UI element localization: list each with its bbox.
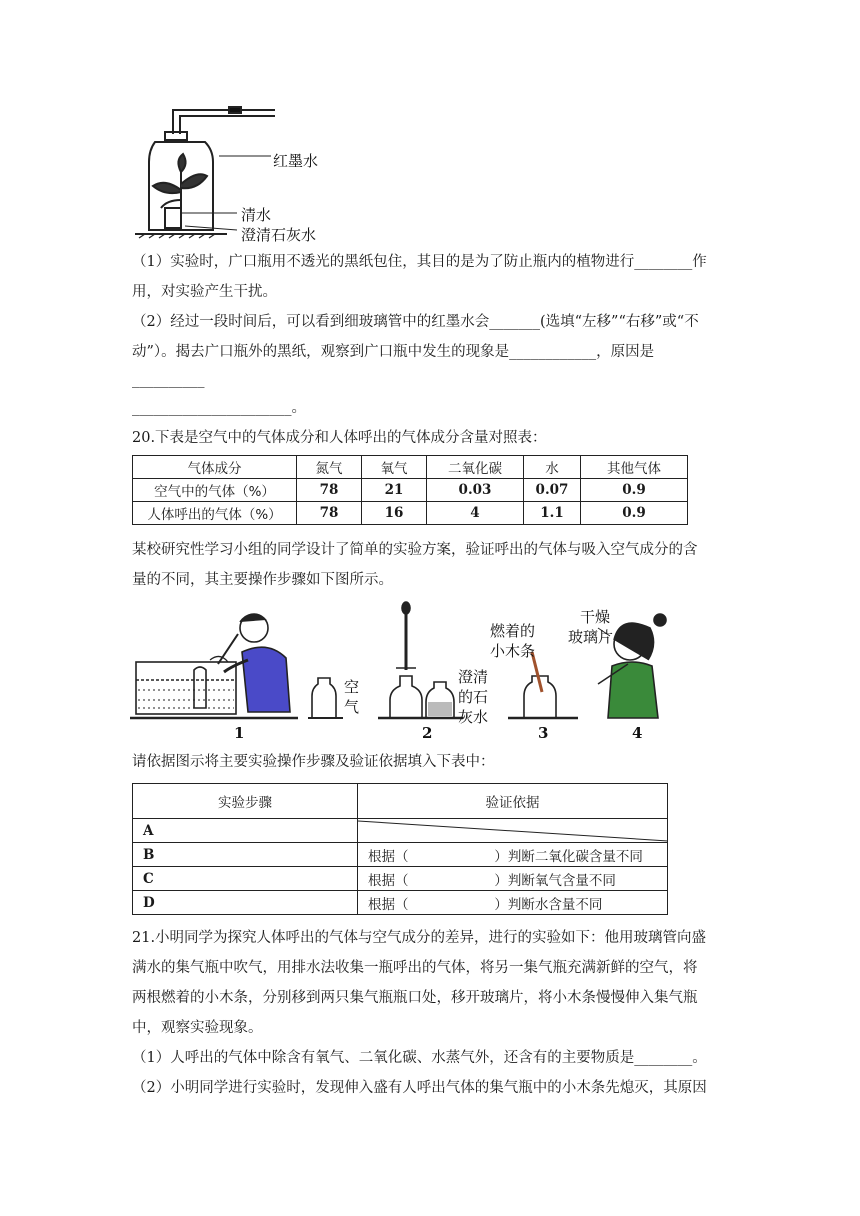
label-water: 清水 xyxy=(241,206,272,224)
step-number-2: 2 xyxy=(422,724,433,742)
basis-cell: 根据（ ）判断氧气含量不同 xyxy=(358,867,668,891)
q19-part2-line2: 动”）。揭去广口瓶外的黑纸，观察到广口瓶中发生的现象是____________，原因是 xyxy=(132,344,655,360)
table-cell: 空气中的气体（%） xyxy=(133,479,297,502)
table-cell: 人体呼出的气体（%） xyxy=(133,502,297,525)
q21-part1: （1）人呼出的气体中除含有氧气、二氧化碳、水蒸气外，还含有的主要物质是________。 xyxy=(132,1050,707,1066)
table-row xyxy=(133,819,668,843)
step-cell: A xyxy=(133,819,358,843)
label-limewater-2: 的石 xyxy=(458,688,489,706)
q20-description-line2: 量的不同，其主要操作步骤如下图所示。 xyxy=(132,572,393,588)
header-cell: 氮气 xyxy=(297,456,362,479)
q20-description-line1: 某校研究性学习小组的同学设计了简单的实验方案，验证呼出的气体与吸入空气成分的含 xyxy=(132,542,698,558)
table-cell: 78 xyxy=(297,479,362,502)
table-header-row xyxy=(133,456,688,479)
step-number-3: 3 xyxy=(538,724,549,742)
experiment-steps-figure xyxy=(128,600,688,746)
table-header-row xyxy=(133,784,668,819)
q20-intro: 20.下表是空气中的气体成分和人体呼出的气体成分含量对照表： xyxy=(132,430,547,446)
table-cell: 0.9 xyxy=(581,479,688,502)
label-air-2: 气 xyxy=(344,698,360,716)
table-row xyxy=(133,867,668,891)
basis-cell: 根据（ ）判断二氧化碳含量不同 xyxy=(358,843,668,867)
q21-line4: 中，观察实验现象。 xyxy=(132,1020,263,1036)
label-limewater: 澄清石灰水 xyxy=(241,226,317,244)
table-row xyxy=(133,843,668,867)
header-step: 实验步骤 xyxy=(133,784,358,819)
table-row xyxy=(133,479,688,502)
gas-composition-table xyxy=(132,455,688,525)
header-cell: 其他气体 xyxy=(581,456,688,479)
table-cell: 0.03 xyxy=(427,479,524,502)
step-cell: C xyxy=(133,867,358,891)
q21-part2: （2）小明同学进行实验时，发现伸入盛有人呼出气体的集气瓶中的小木条先熄灭，其原因 xyxy=(132,1080,707,1096)
label-red-ink: 红墨水 xyxy=(273,152,319,170)
label-limewater-1: 澄清 xyxy=(458,668,489,686)
header-cell: 气体成分 xyxy=(133,456,297,479)
q19-part2-line1: （2）经过一段时间后，可以看到细玻璃管中的红墨水会_______(选填“左移”“右移”或“不 xyxy=(132,314,699,330)
header-cell: 氧气 xyxy=(362,456,427,479)
table-cell: 0.07 xyxy=(524,479,581,502)
q19-part1-line1: （1）实验时，广口瓶用不透光的黑纸包住，其目的是为了防止瓶内的植物进行________作 xyxy=(132,254,707,270)
header-cell: 二氧化碳 xyxy=(427,456,524,479)
label-dry-glass-1: 干燥 xyxy=(580,608,611,626)
header-cell: 水 xyxy=(524,456,581,479)
q21-line2: 满水的集气瓶中吹气，用排水法收集一瓶呼出的气体，将另一集气瓶充满新鲜的空气，将 xyxy=(132,960,698,976)
table-cell: 21 xyxy=(362,479,427,502)
table-cell: 16 xyxy=(362,502,427,525)
q19-part2-line4: ______________________。 xyxy=(132,400,306,416)
q21-line3: 两根燃着的小木条，分别移到两只集气瓶瓶口处，移开玻璃片，将小木条慢慢伸入集气瓶 xyxy=(132,990,698,1006)
basis-cell: 根据（ ）判断水含量不同 xyxy=(358,891,668,915)
step-number-1: 1 xyxy=(234,724,245,742)
label-limewater-3: 灰水 xyxy=(458,708,489,726)
step-cell: B xyxy=(133,843,358,867)
label-dry-glass-2: 玻璃片 xyxy=(568,628,614,646)
label-air-1: 空 xyxy=(344,678,360,696)
header-basis: 验证依据 xyxy=(358,784,668,819)
q19-part1-line2: 用，对实验产生干扰。 xyxy=(132,284,277,300)
table-cell: 0.9 xyxy=(581,502,688,525)
q19-part2-line3: __________ xyxy=(132,372,205,388)
table-row xyxy=(133,891,668,915)
experiment-steps-table xyxy=(132,783,668,915)
step-cell: D xyxy=(133,891,358,915)
table-cell: 1.1 xyxy=(524,502,581,525)
table-row xyxy=(133,502,688,525)
q21-line1: 21.小明同学为探究人体呼出的气体与空气成分的差异，进行的实验如下：他用玻璃管向盛 xyxy=(132,930,707,946)
q20-instruction: 请依据图示将主要实验操作步骤及验证依据填入下表中： xyxy=(132,754,495,770)
label-burning-stick-1: 燃着的 xyxy=(490,622,536,640)
label-burning-stick-2: 小木条 xyxy=(490,642,536,660)
table-cell: 78 xyxy=(297,502,362,525)
step-number-4: 4 xyxy=(632,724,643,742)
bottle-apparatus-figure xyxy=(125,100,365,245)
basis-cell-diagonal xyxy=(358,819,668,843)
diagonal-line xyxy=(358,819,668,843)
table-cell: 4 xyxy=(427,502,524,525)
